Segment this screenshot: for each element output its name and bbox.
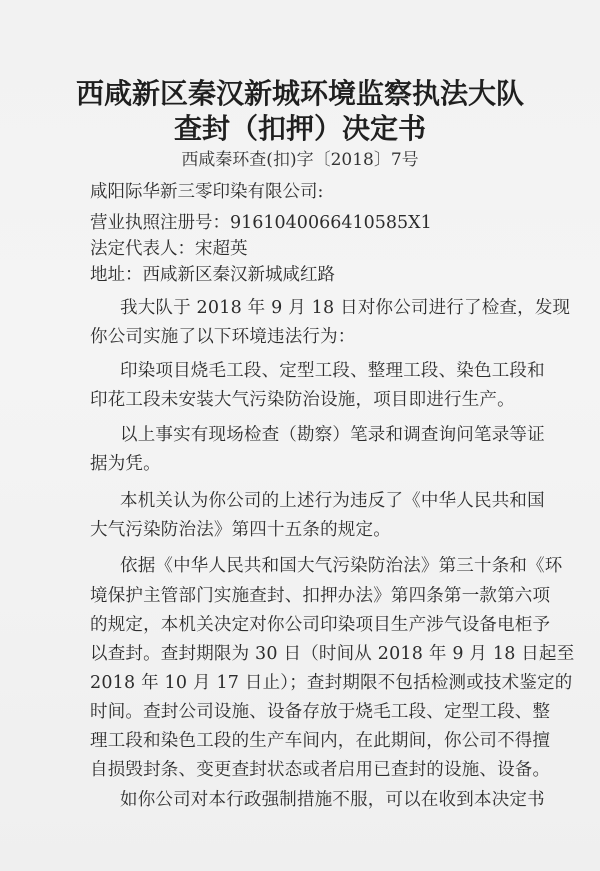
license-label: 营业执照注册号： [90, 213, 230, 233]
paragraph-5-line-4: 以查封。查封期限为 30 日（时间从 2018 年 9 月 18 日起至 [90, 644, 575, 664]
document-title: 查封（扣押）决定书 [173, 112, 426, 145]
legal-representative-label: 法定代表人： [90, 239, 195, 259]
paragraph-1-line-1: 我大队于 2018 年 9 月 18 日对你公司进行了检查，发现 [120, 298, 571, 318]
legal-representative-name: 宋超英 [195, 239, 248, 259]
license-number: 9161040066410585X1 [230, 213, 432, 233]
paragraph-5-line-6: 时间。查封公司设施、设备存放于烧毛工段、定型工段、整 [90, 702, 551, 722]
paragraph-6-line-1: 如你公司对本行政强制措施不服，可以在收到本决定书 [120, 790, 545, 810]
paragraph-4-line-2: 大气污染防治法》第四十五条的规定。 [90, 520, 391, 540]
address-line [90, 263, 335, 287]
paragraph-1-line-2: 你公司实施了以下环境违法行为： [90, 327, 356, 347]
paragraph-5-line-8: 自损毁封条、变更查封状态或者启用已查封的设施、设备。 [90, 760, 551, 780]
address-label: 地址： [90, 265, 143, 285]
paragraph-2-line-1: 印染项目烧毛工段、定型工段、整理工段、染色工段和 [120, 361, 545, 381]
paragraph-5-line-1: 依据《中华人民共和国大气污染防治法》第三十条和《环 [120, 556, 563, 576]
paragraph-5-line-7: 理工段和染色工段的生产车间内，在此期间，你公司不得擅 [90, 731, 551, 751]
paragraph-3-line-2: 据为凭。 [90, 454, 161, 474]
paragraph-3-line-1: 以上事实有现场检查（勘察）笔录和调查询问笔录等证 [120, 425, 545, 445]
company-name: 咸阳际华新三零印染有限公司: [90, 182, 324, 202]
legal-representative-line [90, 237, 248, 261]
paragraph-5-line-5: 2018 年 10 月 17 日止）；查封期限不包括检测或技术鉴定的 [90, 673, 573, 693]
address-value: 西咸新区秦汉新城咸红路 [142, 265, 335, 285]
paragraph-2-line-2: 印花工段未安装大气污染防治设施，项目即进行生产。 [90, 390, 515, 410]
license-line [90, 211, 432, 235]
paragraph-5-line-2: 境保护主管部门实施查封、扣押办法》第四条第一款第六项 [90, 586, 551, 606]
agency-title: 西咸新区秦汉新城环境监察执法大队 [75, 77, 524, 110]
paragraph-5-line-3: 的规定，本机关决定对你公司印染项目生产涉气设备电柜予 [90, 615, 551, 635]
document-number: 西咸秦环查(扣)字〔2018〕7号 [181, 150, 419, 170]
paragraph-4-line-1: 本机关认为你公司的上述行为违反了《中华人民共和国 [120, 491, 545, 511]
